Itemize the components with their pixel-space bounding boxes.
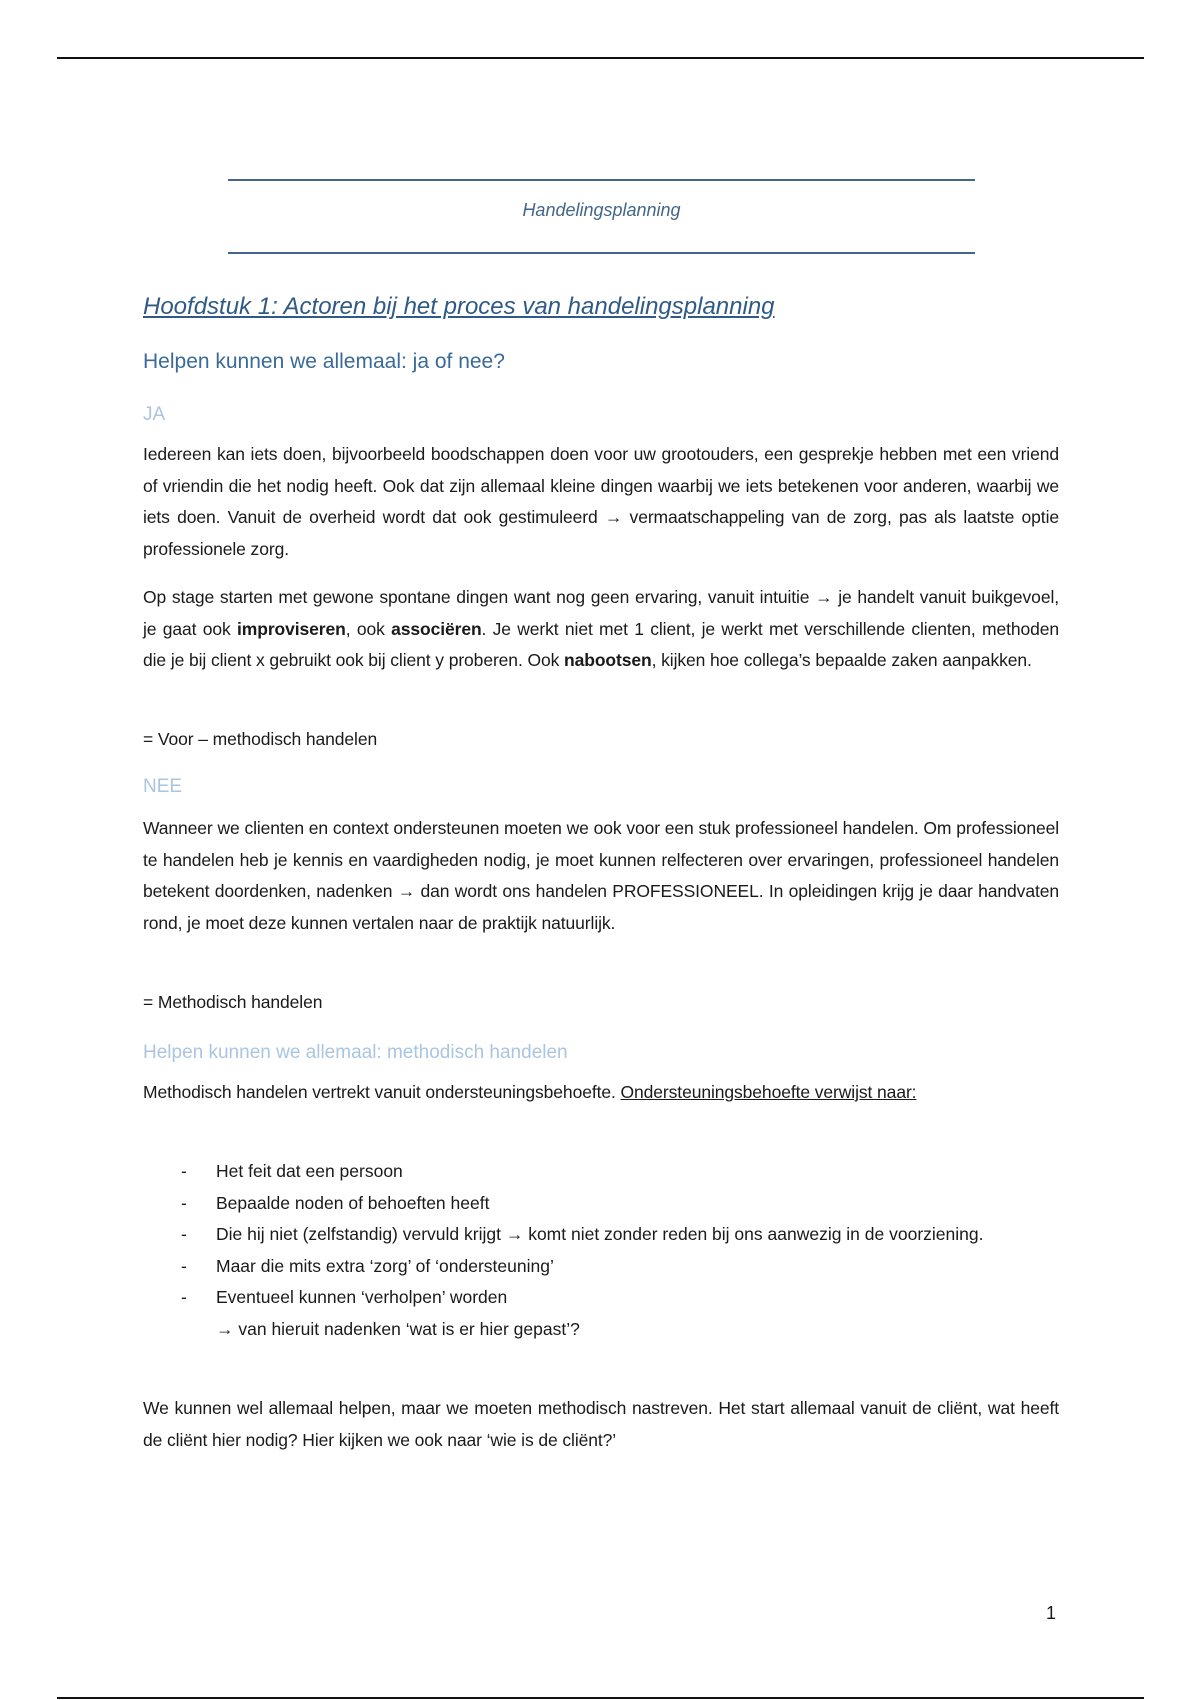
- document-title: Handelingsplanning: [522, 200, 681, 220]
- list-item-text: Bepaalde noden of behoeften heeft: [216, 1192, 490, 1213]
- header-rule-bottom: [228, 252, 975, 254]
- dash-bullet: -: [181, 1161, 187, 1181]
- subheading-nee: NEE: [143, 776, 183, 797]
- text: . Je werkt niet met 1 client, je werkt met verschillende clienten, methoden die je bij client x gebruikt ook bij client y proberen. Ook: [143, 618, 1060, 670]
- list-continuation: → van hieruit nadenken ‘wat is er hier gepast’?: [216, 1318, 580, 1339]
- closing-paragraph: We kunnen wel allemaal helpen, maar we moeten methodisch nastreven. Het start allemaal vanuit de cliënt, wat heeft de cliënt hier nodig? Hier kijken we ook naar ‘wie is de cliënt?’: [143, 1398, 1059, 1450]
- list-item-text: Die hij niet (zelfstandig) vervuld krijgt → komt niet zonder reden bij ons aanwezig in de voorziening.: [216, 1224, 984, 1244]
- section-heading-methodisch-handelen: Helpen kunnen we allemaal: methodisch handelen: [143, 1042, 568, 1063]
- paragraph-nee: Wanneer we clienten en context ondersteunen moeten we ook voor een stuk professioneel handelen. Om professioneel te handelen heb je kennis en vaardigheden nodig, je moet kunnen relfecteren over ervaringen, professioneel handelen betekent doordenken, nadenken → dan wordt ons handelen PROFESSIONEEL. In opleidingen krijg je daar handvaten rond, je moet deze kunnen vertalen naar de praktijk natuurlijk.: [143, 818, 1059, 933]
- conclusion-methodisch: = Methodisch handelen: [143, 992, 323, 1012]
- text: Op stage starten met gewone spontane dingen want nog geen ervaring, vanuit intuitie → je handelt vanuit buikgevoel, je gaat ook: [143, 587, 1059, 639]
- bold-term: associëren: [391, 618, 482, 639]
- dash-bullet: -: [181, 1224, 187, 1244]
- header-rule-top: [228, 179, 975, 181]
- list-item: [143, 1282, 1059, 1314]
- paragraph-ja-2: [143, 582, 1059, 677]
- list-item: [143, 1219, 1059, 1251]
- conclusion-voor-methodisch: = Voor – methodisch handelen: [143, 729, 378, 749]
- dash-bullet: -: [181, 1287, 187, 1307]
- text: , kijken hoe collega’s bepaalde zaken aanpakken.: [651, 650, 1032, 670]
- page-bottom-border: [57, 1697, 1144, 1699]
- bold-term: nabootsen: [564, 650, 652, 670]
- underlined-text: Ondersteuningsbehoefte verwijst naar:: [620, 1082, 917, 1102]
- paragraph-intro: [143, 1077, 1059, 1109]
- bold-term: improviseren: [237, 618, 346, 639]
- dash-list: [143, 1156, 1059, 1345]
- list-item-text: Eventueel kunnen ‘verholpen’ worden: [216, 1287, 508, 1307]
- list-item-text: Het feit dat een persoon: [216, 1161, 403, 1181]
- dash-bullet: -: [181, 1192, 187, 1213]
- list-item-text: Maar die mits extra ‘zorg’ of ‘ondersteuning’: [216, 1255, 554, 1276]
- page-top-border: [57, 57, 1144, 59]
- text: Methodisch handelen vertrekt vanuit ondersteuningsbehoefte.: [143, 1082, 621, 1102]
- text: , ook: [345, 618, 392, 639]
- dash-bullet: -: [181, 1255, 187, 1276]
- paragraph-ja-1: Iedereen kan iets doen, bijvoorbeeld boodschappen doen voor uw grootouders, een gesprekje hebben met een vriend of vriendin die het nodig heeft. Ook dat zijn allemaal kleine dingen waarbij we iets betekenen voor anderen, waarbij we iets doen. Vanuit de overheid wordt dat ook gestimuleerd → vermaatschappeling van de zorg, pas als laatste optie professionele zorg.: [143, 444, 1059, 559]
- section-heading-ja-of-nee: Helpen kunnen we allemaal: ja of nee?: [143, 350, 505, 373]
- list-item: [143, 1188, 1059, 1220]
- chapter-heading: Hoofdstuk 1: Actoren bij het proces van handelingsplanning: [143, 293, 775, 320]
- page-number: 1: [1046, 1603, 1057, 1623]
- list-item: [143, 1251, 1059, 1283]
- subheading-ja: JA: [143, 404, 166, 425]
- list-item: [143, 1156, 1059, 1188]
